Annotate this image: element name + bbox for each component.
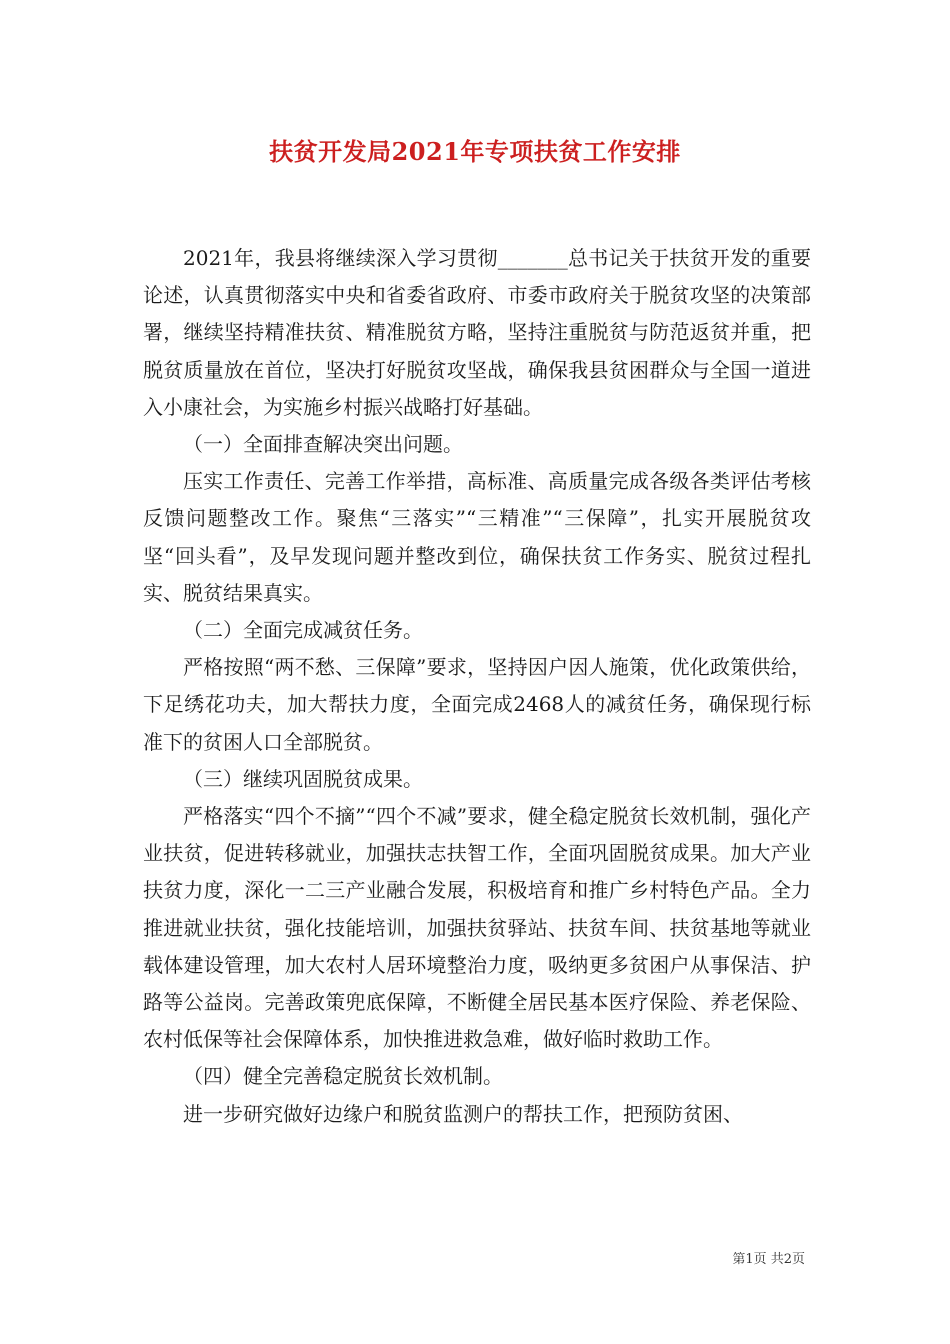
page-number-footer: 第1页 共2页: [732, 1252, 805, 1267]
paragraph-section-1: 压实工作责任、完善工作举措，高标准、高质量完成各级各类评估考核反馈问题整改工作。聚焦“三落实”“三精准”“三保障”，扎实开展脱贫攻坚“回头看”，及早发现问题并整改到位，确保扶贫工作务实、脱贫过程扎实、脱贫结果真实。: [143, 469, 811, 605]
section-heading-4: （四）健全完善稳定脱贫长效机制。: [183, 1064, 503, 1089]
paragraph-section-4: 进一步研究做好边缘户和脱贫监测户的帮扶工作，把预防贫困、: [183, 1101, 743, 1126]
section-heading-1: （一）全面排查解决突出问题。: [183, 432, 463, 457]
paragraph-section-2: 严格按照“两不愁、三保障”要求，坚持因户因人施策，优化政策供给，下足绣花功夫，加大帮扶力度，全面完成2468人的减贫任务，确保现行标准下的贫困人口全部脱贫。: [143, 655, 811, 754]
paragraph-intro: 2021年，我县将继续深入学习贯彻_______总书记关于扶贫开发的重要论述，认真贯彻落实中央和省委省政府、市委市政府关于脱贫攻坚的决策部署，继续坚持精准扶贫、精准脱贫方略，坚持注重脱贫与防范返贫并重，把脱贫质量放在首位，坚决打好脱贫攻坚战，确保我县贫困群众与全国一道进入小康社会，为实施乡村振兴战略打好基础。: [143, 246, 811, 419]
paragraph-section-3: 严格落实“四个不摘”“四个不减”要求，健全稳定脱贫长效机制，强化产业扶贫，促进转移就业，加强扶志扶智工作，全面巩固脱贫成果。加大产业扶贫力度，深化一二三产业融合发展，积极培育和推广乡村特色产品。全力推进就业扶贫，强化技能培训，加强扶贫驿站、扶贫车间、扶贫基地等就业载体建设管理，加大农村人居环境整治力度，吸纳更多贫困户从事保洁、护路等公益岗。完善政策兜底保障，不断健全居民基本医疗保险、养老保险、农村低保等社会保障体系，加快推进救急难，做好临时救助工作。: [143, 804, 811, 1052]
document-title: 扶贫开发局2021年专项扶贫工作安排: [269, 137, 681, 166]
section-heading-3: （三）继续巩固脱贫成果。: [183, 766, 423, 791]
section-heading-2: （二）全面完成减贫任务。: [183, 618, 423, 643]
document-body: [143, 240, 811, 1133]
